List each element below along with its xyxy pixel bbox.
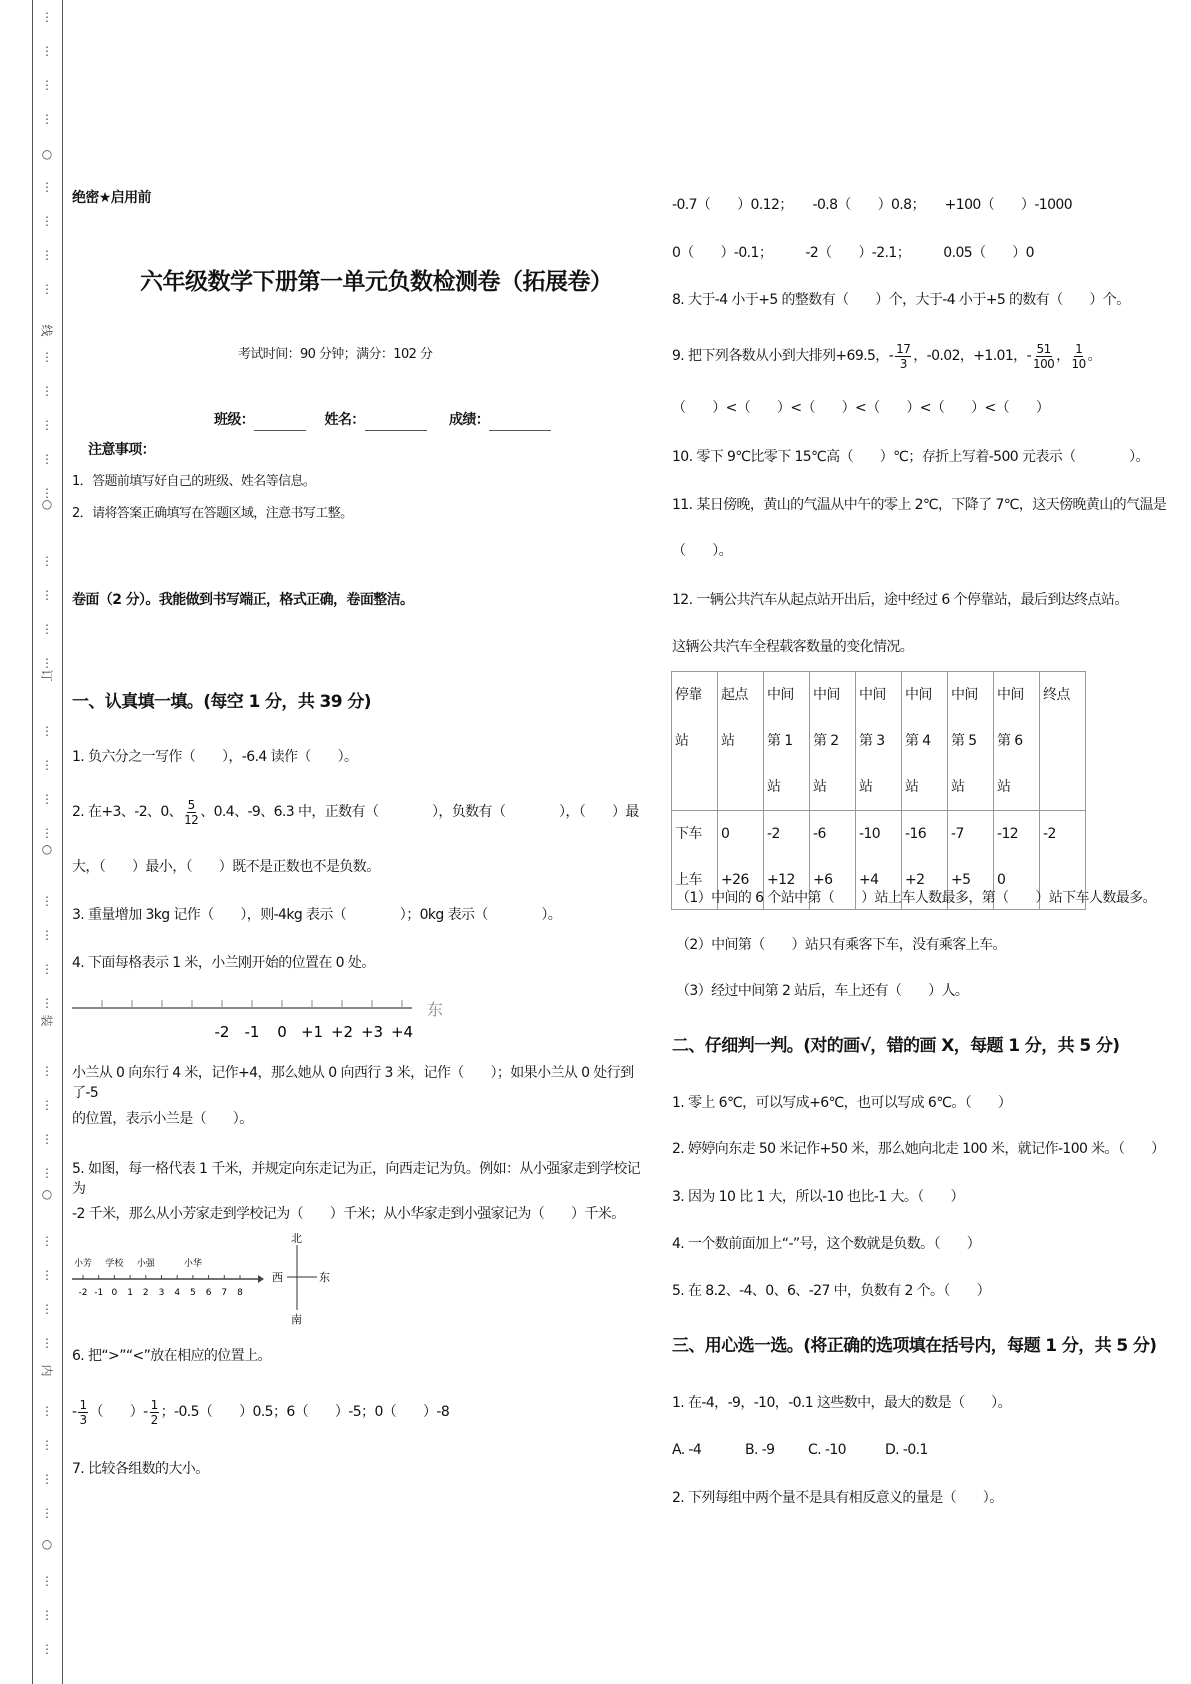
question-12: 12. 一辆公共汽车从起点站开出后，途中经过 6 个停靠站，最后到达终点站。 bbox=[672, 592, 1128, 608]
dotted-cut-mark: ⋮ bbox=[41, 1472, 53, 1486]
table-cell: 下车 bbox=[672, 811, 718, 858]
table-cell: -12 bbox=[994, 811, 1040, 858]
binding-hole-icon: ○ bbox=[41, 147, 53, 161]
axis-label: 2 bbox=[142, 1288, 149, 1298]
table-row bbox=[672, 811, 1086, 858]
question-12-cont: 这辆公共汽车全程载客数量的变化情况。 bbox=[672, 639, 914, 655]
dotted-cut-mark: ⋮ bbox=[41, 1438, 53, 1452]
question-11-cont: （ ）。 bbox=[672, 543, 732, 559]
dotted-cut-mark: ⋮ bbox=[41, 384, 53, 398]
axis-label: -2 bbox=[78, 1288, 88, 1298]
table-cell: +4 bbox=[856, 857, 902, 910]
question-7-row1: -0.7（ ）0.12； -0.8（ ）0.8； +100（ ）-1000 bbox=[672, 197, 1073, 213]
table-cell: 0 bbox=[718, 811, 764, 858]
binding-label: 装 bbox=[39, 1014, 54, 1027]
question-4-text: 小兰从 0 向东行 4 米，记作+4，那么她从 0 向西行 3 米，记作（ ）；如果小兰从 0 处行到了-5 bbox=[72, 1065, 634, 1101]
dotted-cut-mark: ⋮ bbox=[41, 1574, 53, 1588]
compass-east: 东 bbox=[319, 1271, 330, 1284]
dotted-cut-mark: ⋮ bbox=[41, 894, 53, 908]
section1-heading: 一、认真填一填。(每空 1 分，共 39 分) bbox=[72, 692, 371, 712]
dotted-cut-mark: ⋮ bbox=[41, 248, 53, 262]
table-cell: +26 bbox=[718, 857, 764, 910]
question-3: 3. 重量增加 3kg 记作（ ），则-4kg 表示（ ）；0kg 表示（ ）。 bbox=[72, 907, 562, 923]
choice-question-1: 1. 在-4，-9，-10，-0.1 这些数中，最大的数是（ ）。 bbox=[672, 1395, 1011, 1411]
dotted-cut-mark: ⋮ bbox=[41, 928, 53, 942]
judge-item: 1. 零上 6℃，可以写成+6℃，也可以写成 6℃。（ ） bbox=[672, 1095, 1012, 1111]
dotted-cut-mark: ⋮ bbox=[41, 1506, 53, 1520]
table-cell: -6 bbox=[810, 811, 856, 858]
axis-label: 4 bbox=[174, 1288, 181, 1298]
question-6: 6. 把“>”“<”放在相应的位置上。 bbox=[72, 1348, 271, 1364]
choice-question-2: 2. 下列每组中两个量不是具有相反意义的量是（ ）。 bbox=[672, 1490, 1003, 1506]
binding-line-outer bbox=[32, 0, 33, 1684]
class-label: 班级： bbox=[214, 412, 255, 428]
question-7-row2: 0（ ）-0.1； -2（ ）-2.1； 0.05（ ）0 bbox=[672, 245, 1034, 261]
question-7: 7. 比较各组数的大小。 bbox=[72, 1461, 209, 1477]
table-cell: +2 bbox=[902, 857, 948, 910]
dotted-cut-mark: ⋮ bbox=[41, 1608, 53, 1622]
dotted-cut-mark: ⋮ bbox=[41, 1166, 53, 1180]
dotted-cut-mark: ⋮ bbox=[41, 1268, 53, 1282]
question-11: 11. 某日傍晚，黄山的气温从中午的零上 2℃，下降了 7℃，这天傍晚黄山的气温是 bbox=[672, 497, 1167, 513]
table-header-cell: 停靠站 bbox=[672, 672, 718, 811]
table-cell: -7 bbox=[948, 811, 994, 858]
dotted-cut-mark: ⋮ bbox=[41, 1302, 53, 1316]
question-12-sub3: （3）经过中间第 2 站后，车上还有（ ）人。 bbox=[676, 983, 969, 999]
score-label: 成绩： bbox=[448, 412, 490, 428]
table-header-cell: 中间 第 4 站 bbox=[902, 672, 948, 811]
fraction: $\frac{1}{10}$ bbox=[1071, 341, 1086, 371]
question-4-cont: 的位置，表示小兰是（ ）。 bbox=[72, 1111, 253, 1127]
table-header-row bbox=[672, 672, 1086, 811]
fraction: $\frac{51}{100}$ bbox=[1033, 341, 1055, 371]
score-field[interactable] bbox=[489, 410, 551, 431]
question-2: 2. 在+3、-2、0、 $\frac{5}{12}$ 、0.4、-9、6.3 中，正数有（ ），负数有（ ），（ ）最 bbox=[72, 797, 639, 827]
table-header-cell: 中间 第 3 站 bbox=[856, 672, 902, 811]
choice-option: B. -9 bbox=[745, 1442, 775, 1458]
dotted-cut-mark: ⋮ bbox=[41, 758, 53, 772]
axis-label: 8 bbox=[237, 1288, 243, 1298]
binding-hole-icon: ○ bbox=[41, 842, 53, 856]
dotted-cut-mark: ⋮ bbox=[41, 826, 53, 840]
axis-label: 0 bbox=[111, 1288, 118, 1298]
axis-label: 6 bbox=[205, 1288, 212, 1298]
table-header-cell: 中间 第 5 站 bbox=[948, 672, 994, 811]
question-9: 9. 把下列各数从小到大排列+69.5，- $\frac{17}{3}$ ，-0.02，+1.01，- $\frac{51}{100}$ ， $\frac{1}{10}$ 。 bbox=[672, 341, 1102, 371]
binding-hole-icon: ○ bbox=[41, 1187, 53, 1201]
question-5-cont: -2 千米，那么从小芳家走到学校记为（ ）千米；从小华家走到小强家记为（ ）千米。 bbox=[72, 1206, 625, 1222]
page-title: 六年级数学下册第一单元负数检测卷（拓展卷） bbox=[140, 269, 613, 295]
axis-label: 0 bbox=[277, 1023, 287, 1041]
judge-item: 4. 一个数前面加上“-”号，这个数就是负数。（ ） bbox=[672, 1236, 981, 1252]
dotted-cut-mark: ⋮ bbox=[41, 1642, 53, 1656]
section2-heading: 二、仔细判一判。(对的画√，错的画 X，每题 1 分，共 5 分) bbox=[672, 1036, 1120, 1056]
dotted-cut-mark: ⋮ bbox=[41, 214, 53, 228]
axis-label: -1 bbox=[94, 1288, 104, 1298]
compass-south: 南 bbox=[291, 1313, 302, 1326]
axis-label: +1 bbox=[300, 1023, 324, 1041]
info-fields bbox=[214, 410, 551, 431]
binding-label: 订 bbox=[39, 669, 54, 682]
name-label: 姓名： bbox=[324, 412, 365, 428]
table-cell: -16 bbox=[902, 811, 948, 858]
binding-label: 内 bbox=[39, 1364, 54, 1377]
dotted-cut-mark: ⋮ bbox=[41, 418, 53, 432]
table-header-cell: 中间 第 6 站 bbox=[994, 672, 1040, 811]
choice-option: D. -0.1 bbox=[885, 1442, 928, 1458]
question-12-sub2: （2）中间第（ ）站只有乘客下车，没有乘客上车。 bbox=[676, 937, 1006, 953]
question-4: 4. 下面每格表示 1 米，小兰刚开始的位置在 0 处。 bbox=[72, 955, 375, 971]
table-header-cell: 终点 bbox=[1040, 672, 1086, 811]
question-10: 10. 零下 9℃比零下 15℃高（ ）℃；存折上写着-500 元表示（ ）。 bbox=[672, 449, 1149, 465]
question-12-sub1: （1）中间的 6 个站中第（ ）站上车人数最多，第（ ）站下车人数最多。 bbox=[676, 890, 1156, 906]
dotted-cut-mark: ⋮ bbox=[41, 452, 53, 466]
table-header-cell: 中间 第 2 站 bbox=[810, 672, 856, 811]
axis-label: +4 bbox=[390, 1023, 414, 1041]
dotted-cut-mark: ⋮ bbox=[41, 10, 53, 24]
compass-north: 北 bbox=[291, 1232, 302, 1245]
dotted-cut-mark: ⋮ bbox=[41, 724, 53, 738]
axis-label: 1 bbox=[127, 1288, 133, 1298]
dotted-cut-mark: ⋮ bbox=[41, 282, 53, 296]
note-item: 1．答题前填写好自己的班级、姓名等信息。 bbox=[72, 474, 316, 489]
class-field[interactable] bbox=[254, 410, 306, 431]
dotted-cut-mark: ⋮ bbox=[41, 656, 53, 670]
notes-title: 注意事项： bbox=[88, 442, 155, 458]
dotted-cut-mark: ⋮ bbox=[41, 486, 53, 500]
compass-west: 西 bbox=[272, 1271, 283, 1284]
table-cell: +6 bbox=[810, 857, 856, 910]
table-cell: -2 bbox=[764, 811, 810, 858]
number-line-q4 bbox=[72, 995, 452, 1045]
axis-label: 5 bbox=[190, 1288, 196, 1298]
axis-label: -2 bbox=[214, 1023, 230, 1041]
dotted-cut-mark: ⋮ bbox=[41, 588, 53, 602]
dotted-cut-mark: ⋮ bbox=[41, 44, 53, 58]
exam-info: 考试时间：90 分钟；满分：102 分 bbox=[238, 347, 433, 362]
table-cell: 0 bbox=[994, 857, 1040, 910]
dotted-cut-mark: ⋮ bbox=[41, 962, 53, 976]
dotted-cut-mark: ⋮ bbox=[41, 1098, 53, 1112]
question-6-items: - $\frac{1}{3}$ （ ）- $\frac{1}{2}$ ；-0.5（ ）0.5；6（ ）-5；0（ ）-8 bbox=[72, 1397, 450, 1427]
place-label: 学校 bbox=[105, 1259, 124, 1269]
axis-label: -1 bbox=[244, 1023, 260, 1041]
bus-passenger-table bbox=[671, 671, 1086, 910]
secret-label: 绝密★启用前 bbox=[72, 190, 151, 206]
binding-hole-icon: ○ bbox=[41, 497, 53, 511]
note-item: 2．请将答案正确填写在答题区域，注意书写工整。 bbox=[72, 506, 353, 521]
dotted-cut-mark: ⋮ bbox=[41, 350, 53, 364]
dotted-cut-mark: ⋮ bbox=[41, 1064, 53, 1078]
dotted-cut-mark: ⋮ bbox=[41, 1336, 53, 1350]
dotted-cut-mark: ⋮ bbox=[41, 554, 53, 568]
question-1: 1. 负六分之一写作（ ），-6.4 读作（ ）。 bbox=[72, 749, 358, 765]
table-header-cell: 起点站 bbox=[718, 672, 764, 811]
place-label: 小华 bbox=[183, 1259, 202, 1269]
dotted-cut-mark: ⋮ bbox=[41, 996, 53, 1010]
dotted-cut-mark: ⋮ bbox=[41, 78, 53, 92]
dotted-cut-mark: ⋮ bbox=[41, 622, 53, 636]
axis-label: 7 bbox=[221, 1288, 228, 1298]
fraction: $\frac{5}{12}$ bbox=[184, 797, 199, 827]
dotted-cut-mark: ⋮ bbox=[41, 1404, 53, 1418]
table-cell: -2 bbox=[1040, 811, 1086, 858]
neatness-statement: 卷面（2 分）。我能做到书写端正，格式正确，卷面整洁。 bbox=[72, 592, 414, 608]
name-field[interactable] bbox=[365, 410, 427, 431]
place-label: 小芳 bbox=[73, 1259, 93, 1269]
dotted-cut-mark: ⋮ bbox=[41, 792, 53, 806]
table-cell: +12 bbox=[764, 857, 810, 910]
dotted-cut-mark: ⋮ bbox=[41, 1132, 53, 1146]
axis-label: 3 bbox=[158, 1288, 165, 1298]
axis-label: +2 bbox=[330, 1023, 354, 1041]
table-header-cell: 中间 第 1 站 bbox=[764, 672, 810, 811]
question-5: 5. 如图，每一格代表 1 千米，并规定向东走记为正，向西走记为负。例如：从小强家走到学校记为 bbox=[72, 1161, 641, 1197]
question-9-blanks: （ ）<（ ）<（ ）<（ ）<（ ）<（ ） bbox=[672, 400, 1050, 416]
dotted-cut-mark: ⋮ bbox=[41, 180, 53, 194]
section3-heading: 三、用心选一选。(将正确的选项填在括号内，每题 1 分，共 5 分) bbox=[672, 1336, 1157, 1356]
judge-item: 2. 婷婷向东走 50 米记作+50 米，那么她向北走 100 米，就记作-100 米。（ ） bbox=[672, 1141, 1165, 1157]
judge-item: 3. 因为 10 比 1 大，所以-10 也比-1 大。（ ） bbox=[672, 1189, 964, 1205]
question-8: 8. 大于-4 小于+5 的整数有（ ）个，大于-4 小于+5 的数有（ ）个。 bbox=[672, 292, 1130, 308]
choice-option: A. -4 bbox=[672, 1442, 702, 1458]
judge-item: 5. 在 8.2、-4、0、6、-27 中，负数有 2 个。（ ） bbox=[672, 1283, 991, 1299]
table-cell: -10 bbox=[856, 811, 902, 858]
fraction: $\frac{1}{3}$ bbox=[79, 1397, 87, 1427]
direction-east-label: 东 bbox=[427, 1000, 444, 1019]
fraction: $\frac{1}{2}$ bbox=[150, 1397, 158, 1427]
compass bbox=[272, 1232, 330, 1326]
axis-label: +3 bbox=[360, 1023, 384, 1041]
dotted-cut-mark: ⋮ bbox=[41, 112, 53, 126]
fraction: $\frac{17}{3}$ bbox=[896, 341, 911, 371]
choice-option: C. -10 bbox=[808, 1442, 846, 1458]
binding-hole-icon: ○ bbox=[41, 1537, 53, 1551]
question-2-cont: 大，（ ）最小，（ ）既不是正数也不是负数。 bbox=[72, 859, 380, 875]
place-label: 小强 bbox=[136, 1259, 155, 1269]
table-cell: +5 bbox=[948, 857, 994, 910]
map-number-line-q5 bbox=[72, 1230, 352, 1340]
dotted-cut-mark: ⋮ bbox=[41, 1234, 53, 1248]
binding-label: 线 bbox=[39, 324, 54, 337]
binding-line-inner bbox=[62, 0, 63, 1684]
table-cell: 上车 bbox=[672, 857, 718, 910]
